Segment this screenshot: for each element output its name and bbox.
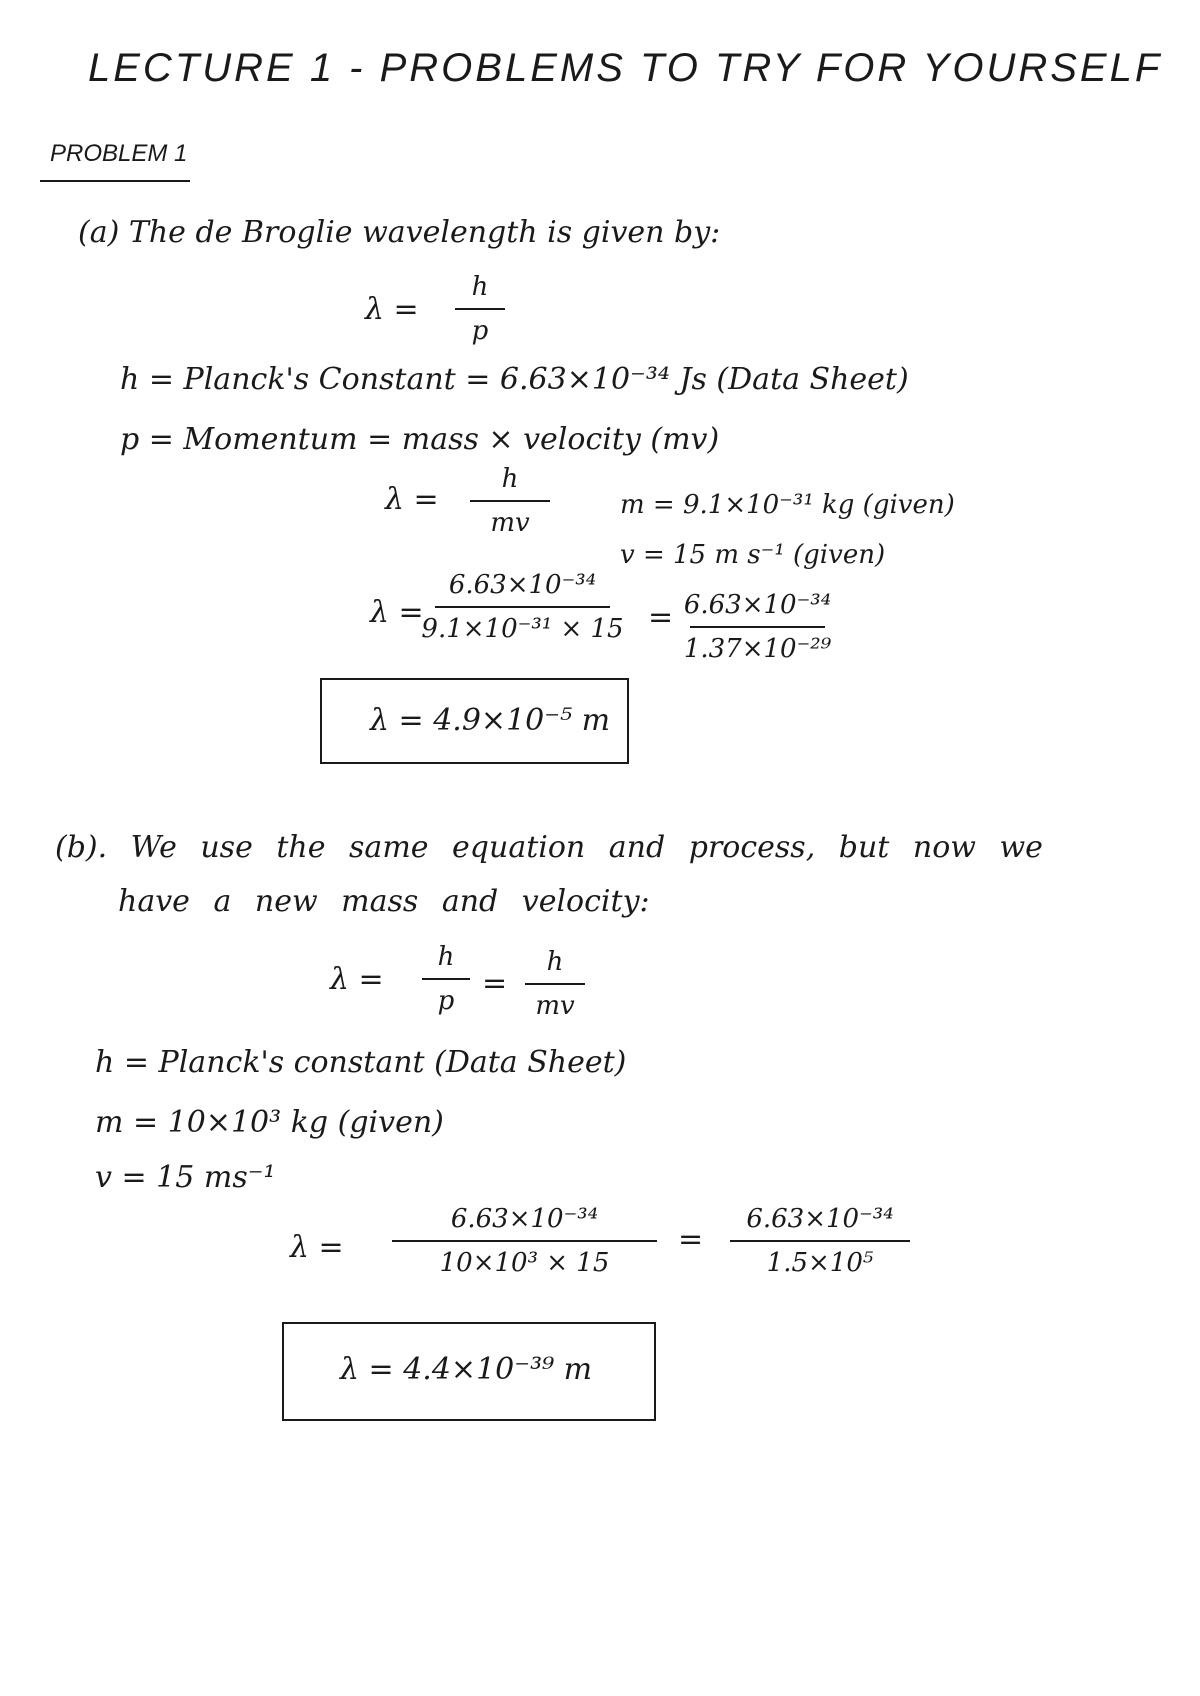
part-b-h-line: h = Planck's constant (Data Sheet) [95, 1045, 627, 1080]
part-a-h-line: h = Planck's Constant = 6.63×10⁻³⁴ Js (Data Sheet) [120, 362, 909, 397]
part-a-eq3-num: 6.63×10⁻³⁴ [448, 570, 597, 600]
part-a-p-line: p = Momentum = mass × velocity (mv) [120, 422, 720, 457]
part-a-eq3-fraction [421, 568, 624, 646]
part-a-eq2-fraction [470, 462, 550, 540]
part-b-eq2-fraction-2 [730, 1202, 910, 1280]
page-title: LECTURE 1 - PROBLEMS TO TRY FOR YOURSELF [88, 46, 1163, 90]
part-b-eq1-den2: mv [535, 991, 575, 1021]
part-b-eq1-den: p [437, 986, 455, 1016]
part-b-eq1-lhs: λ = [330, 962, 384, 997]
part-b-eq2-num2: 6.63×10⁻³⁴ [746, 1204, 894, 1234]
fraction-bar [525, 983, 585, 985]
fraction-bar [422, 978, 470, 980]
problem-label: PROBLEM 1 [50, 140, 188, 167]
part-b-eq1-num2: h [546, 947, 564, 977]
part-a-intro: (a) The de Broglie wavelength is given by: [78, 215, 721, 250]
part-a-eq2-num: h [501, 464, 519, 494]
part-b-intro-line2: have a new mass and velocity: [118, 884, 650, 919]
part-b-eq2-den: 10×10³ × 15 [439, 1248, 610, 1278]
part-b-eq2-lhs: λ = [290, 1230, 344, 1265]
part-a-eq1-den: p [471, 316, 489, 346]
part-b-intro-line1: (b). We use the same equation and process, but now we [55, 830, 1043, 865]
part-a-eq2-den: mv [490, 508, 530, 538]
part-a-m-given: m = 9.1×10⁻³¹ kg (given) [620, 490, 955, 520]
part-b-eq1-fraction [422, 940, 470, 1018]
part-a-eq1-fraction [455, 270, 505, 348]
part-b-eq2-num: 6.63×10⁻³⁴ [450, 1204, 599, 1234]
fraction-bar [392, 1240, 657, 1242]
part-b-eq1-equals: = [482, 966, 508, 1001]
fraction-bar [455, 308, 505, 310]
part-a-eq3-num2: 6.63×10⁻³⁴ [683, 590, 832, 620]
part-a-eq3-den: 9.1×10⁻³¹ × 15 [421, 614, 624, 644]
part-a-eq3-fraction-2 [683, 588, 832, 666]
part-b-eq1-num: h [437, 942, 455, 972]
fraction-bar [690, 626, 825, 628]
part-a-eq3-lhs: λ = [370, 595, 424, 630]
part-a-eq3-den2: 1.37×10⁻²⁹ [683, 634, 832, 664]
part-b-m-line: m = 10×10³ kg (given) [95, 1105, 444, 1140]
part-a-eq1-lhs: λ = [365, 292, 419, 327]
part-b-eq2-equals: = [678, 1222, 704, 1257]
part-a-eq1-num: h [471, 272, 489, 302]
part-b-eq1-fraction-2 [525, 945, 585, 1023]
fraction-bar [470, 500, 550, 502]
part-a-answer: λ = 4.9×10⁻⁵ m [370, 703, 611, 738]
part-b-answer: λ = 4.4×10⁻³⁹ m [340, 1352, 593, 1387]
part-b-eq2-den2: 1.5×10⁵ [766, 1248, 874, 1278]
part-a-v-given: v = 15 m s⁻¹ (given) [620, 540, 886, 570]
part-a-eq2-lhs: λ = [385, 482, 439, 517]
fraction-bar [730, 1240, 910, 1242]
problem-underline [40, 180, 190, 182]
part-b-eq2-fraction [392, 1202, 657, 1280]
fraction-bar [435, 606, 610, 608]
part-b-v-line: v = 15 ms⁻¹ [95, 1160, 276, 1195]
part-a-eq3-equals: = [648, 600, 674, 635]
